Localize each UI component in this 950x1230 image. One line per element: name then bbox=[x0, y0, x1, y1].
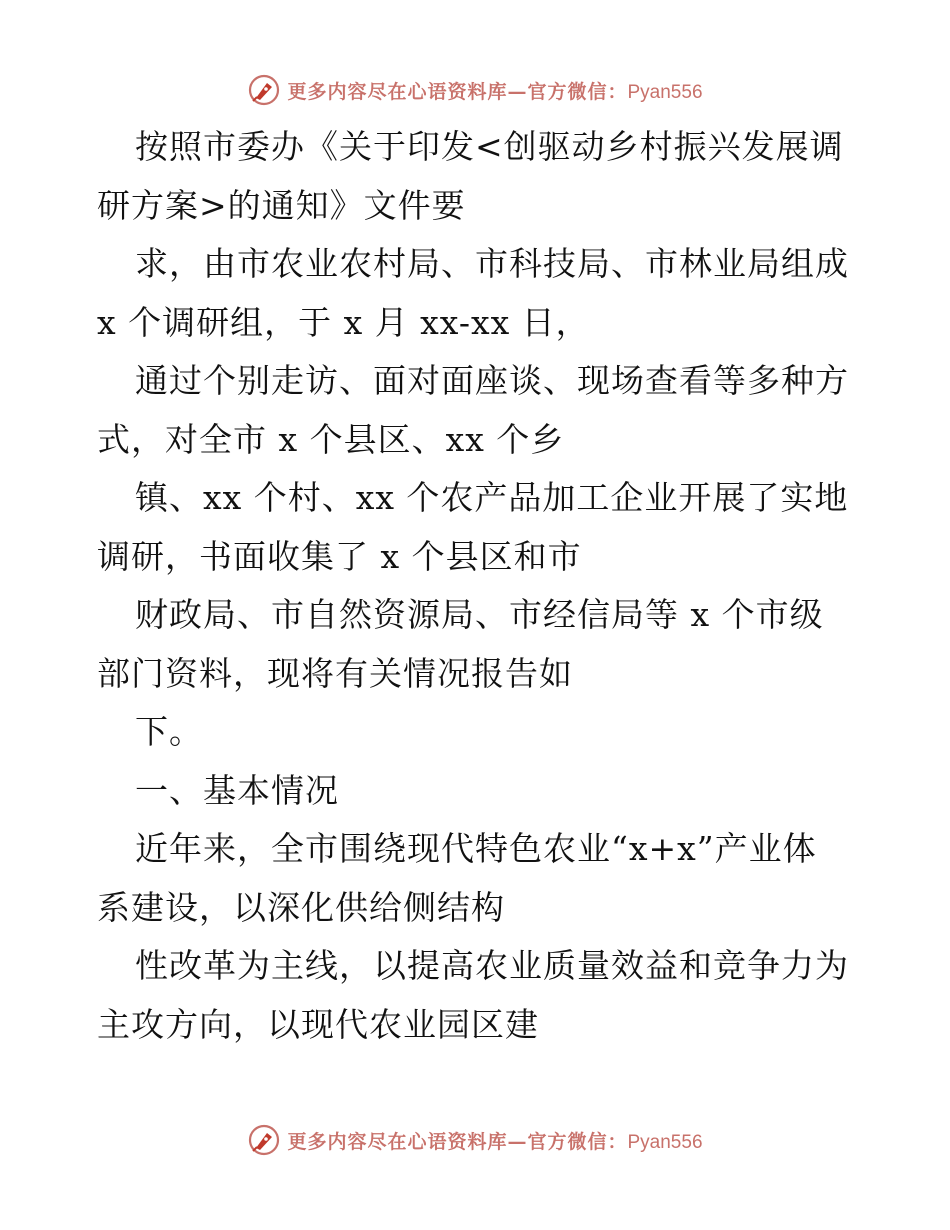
pen-nib-logo-icon bbox=[247, 1123, 281, 1157]
watermark-banner-bottom bbox=[0, 1120, 950, 1160]
watermark-wechat-id: Pyan556 bbox=[627, 81, 703, 103]
watermark-wechat-id: Pyan556 bbox=[627, 1131, 703, 1153]
text-line: 财政局、市自然资源局、市经信局等 x 个市级 bbox=[135, 595, 824, 634]
watermark-text bbox=[287, 77, 702, 104]
text-line: 性改革为主线，以提高农业质量效益和竞争力为 bbox=[135, 946, 849, 985]
watermark-text bbox=[287, 1127, 702, 1154]
document-body bbox=[97, 118, 857, 1054]
text-line: 系建设，以深化供给侧结构 bbox=[97, 887, 505, 927]
watermark-banner-top bbox=[0, 70, 950, 110]
text-line: 主攻方向，以现代农业园区建 bbox=[97, 1004, 539, 1044]
text-line: 一、基本情况 bbox=[135, 770, 339, 810]
text-line: 调研，书面收集了 x 个县区和市 bbox=[97, 536, 582, 576]
text-line: 求，由市农业农村局、市科技局、市林业局组成 bbox=[135, 244, 849, 283]
text-line: 研方案>的通知》文件要 bbox=[97, 185, 466, 225]
text-line: 下。 bbox=[135, 712, 203, 751]
text-line: 镇、xx 个村、xx 个农产品加工企业开展了实地 bbox=[135, 478, 849, 517]
text-line: 近年来，全市围绕现代特色农业“x+x”产业体 bbox=[135, 829, 817, 868]
pen-nib-logo-icon bbox=[247, 73, 281, 107]
text-line: 式，对全市 x 个县区、xx 个乡 bbox=[97, 419, 565, 459]
watermark-label: 更多内容尽在心语资料库—官方微信： bbox=[287, 1130, 628, 1153]
text-line: 按照市委办《关于印发<创驱动乡村振兴发展调 bbox=[135, 127, 844, 166]
text-line: x 个调研组，于 x 月 xx-xx 日， bbox=[97, 302, 590, 342]
text-line: 通过个别走访、面对面座谈、现场查看等多种方 bbox=[135, 361, 849, 400]
watermark-label: 更多内容尽在心语资料库—官方微信： bbox=[287, 80, 628, 103]
text-line: 部门资料，现将有关情况报告如 bbox=[97, 653, 573, 693]
